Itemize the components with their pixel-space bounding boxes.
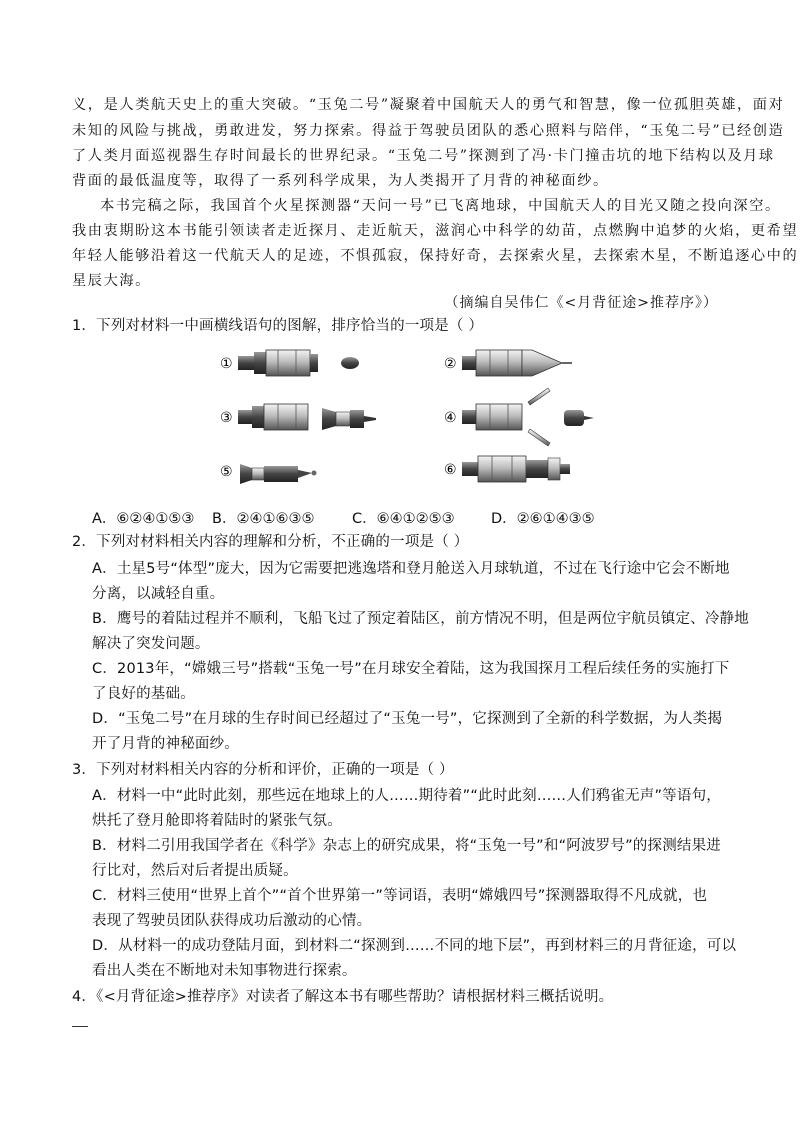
rocket-stage-5 (220, 464, 317, 484)
q3-option-b-line[interactable]: B．材料二引用我国学者在《科学》杂志上的研究成果，将“玉兔一号”和“阿波罗号”的探测结果进 (92, 838, 721, 854)
passage-line: 了人类月面巡视器生存时间最长的世界纪录。“玉兔二号”探测到了冯·卡门撞击坑的地下结构以及月球 (72, 148, 775, 164)
q2-option-a-line[interactable]: A．土星5号“体型”庞大，因为它需要把逃逸塔和登月舱送入月球轨道，不过在飞行途中它会不断地 (92, 561, 730, 577)
q3-option-d-line[interactable]: D．从材料一的成功登陆月面，到材料二“探测到……不同的地下层”，再到材料三的月背征途，可以 (92, 938, 737, 954)
q1-option-b[interactable]: B．②④①⑥③⑤ (212, 511, 315, 527)
q2-option-a-line: 分离，以减轻自重。 (92, 586, 225, 602)
label-5: ⑤ (220, 464, 233, 480)
rocket-stage-1 (220, 350, 359, 376)
label-3: ③ (220, 410, 233, 426)
rocket-stage-4 (444, 388, 594, 446)
q1-option-c[interactable]: C．⑥④①②⑤③ (352, 511, 455, 527)
passage-line: 背面的最低温度等，取得了一系列科学成果，为人类揭开了月背的神秘面纱。 (72, 173, 609, 189)
label-6: ⑥ (444, 462, 457, 478)
rocket-stage-3 (220, 404, 376, 430)
passage-line: 本书完稿之际，我国首个火星探测器“天问一号”已飞离地球，中国航天人的目光又随之投向深空。 (100, 198, 781, 214)
q2-option-c-line: 了良好的基础。 (92, 686, 195, 702)
passage-line: 未知的风险与挑战，勇敢进发，努力探索。得益于驾驶员团队的悉心照料与陪伴，“玉兔二号”已经创造 (72, 123, 785, 139)
label-2: ② (444, 356, 457, 372)
question-3-stem: 3．下列对材料相关内容的分析和评价，正确的一项是（ ） (72, 762, 454, 778)
q2-option-d-line: 开了月背的神秘面纱。 (92, 736, 239, 752)
q1-option-d[interactable]: D．②⑥①④③⑤ (491, 511, 595, 527)
question-2-stem: 2．下列对材料相关内容的理解和分析，不正确的一项是（ ） (72, 534, 469, 550)
passage-line: 义，是人类航天史上的重大突破。“玉兔二号”凝聚着中国航天人的勇气和智慧，像一位孤胆英雄，面对 (72, 97, 785, 113)
q3-option-b-line: 行比对，然后对后者提出质疑。 (92, 863, 298, 879)
passage-line: 星辰大海。 (72, 273, 151, 289)
label-4: ④ (444, 410, 457, 426)
q2-option-b-line[interactable]: B．鹰号的着陆过程并不顺利，飞船飞过了预定着陆区，前方情况不明，但是两位宇航员镇定、冷静地 (92, 611, 749, 627)
q3-option-c-line: 表现了驾驶员团队获得成功后激动的心情。 (92, 913, 372, 929)
q3-option-c-line[interactable]: C．材料三使用“世界上首个”“首个世界第一”等词语，表明“嫦娥四号”探测器取得不凡成就，也 (92, 888, 708, 904)
answer-line[interactable] (72, 1026, 88, 1027)
question-1-stem: 1．下列对材料一中画横线语句的图解，排序恰当的一项是（ ） (72, 318, 484, 334)
q3-option-d-line: 看出人类在不断地对未知事物进行探索。 (92, 963, 357, 979)
q3-option-a-line[interactable]: A．材料一中“此时此刻，那些远在地球上的人……期待着”“此时此刻……人们鸦雀无声”等语句， (92, 788, 721, 804)
q2-option-b-line: 解决了突发问题。 (92, 636, 210, 652)
passage-line: 我由衷期盼这本书能引领读者走近探月、走近航天，滋润心中科学的幼苗，点燃胸中追梦的火焰，更希望 (72, 223, 799, 239)
rocket-stage-2 (444, 350, 572, 376)
q1-option-a[interactable]: A．⑥②④①⑤③ (92, 511, 195, 527)
q2-option-d-line[interactable]: D．“玉兔二号”在月球的生存时间已经超过了“玉兔一号”，它探测到了全新的科学数据，为人类揭 (92, 711, 723, 727)
label-1: ① (220, 356, 233, 372)
source-citation: （摘编自吴伟仁《<月背征途>推荐序》） (444, 295, 718, 311)
rocket-stage-6 (444, 456, 570, 482)
q3-option-a-line: 烘托了登月舱即将着陆时的紧张气氛。 (92, 813, 342, 829)
rocket-diagram (212, 340, 612, 490)
passage-line: 年轻人能够沿着这一代航天人的足迹，不惧孤寂，保持好奇，去探索火星，去探索木星，不断追逐心中的 (72, 248, 799, 264)
q2-option-c-line[interactable]: C．2013年，“嫦娥三号”搭载“玉兔一号”在月球安全着陆，这为我国探月工程后续任务的实施打下 (92, 661, 730, 677)
question-4-stem: 4．《<月背征途>推荐序》对读者了解这本书有哪些帮助？请根据材料三概括说明。 (72, 989, 614, 1005)
